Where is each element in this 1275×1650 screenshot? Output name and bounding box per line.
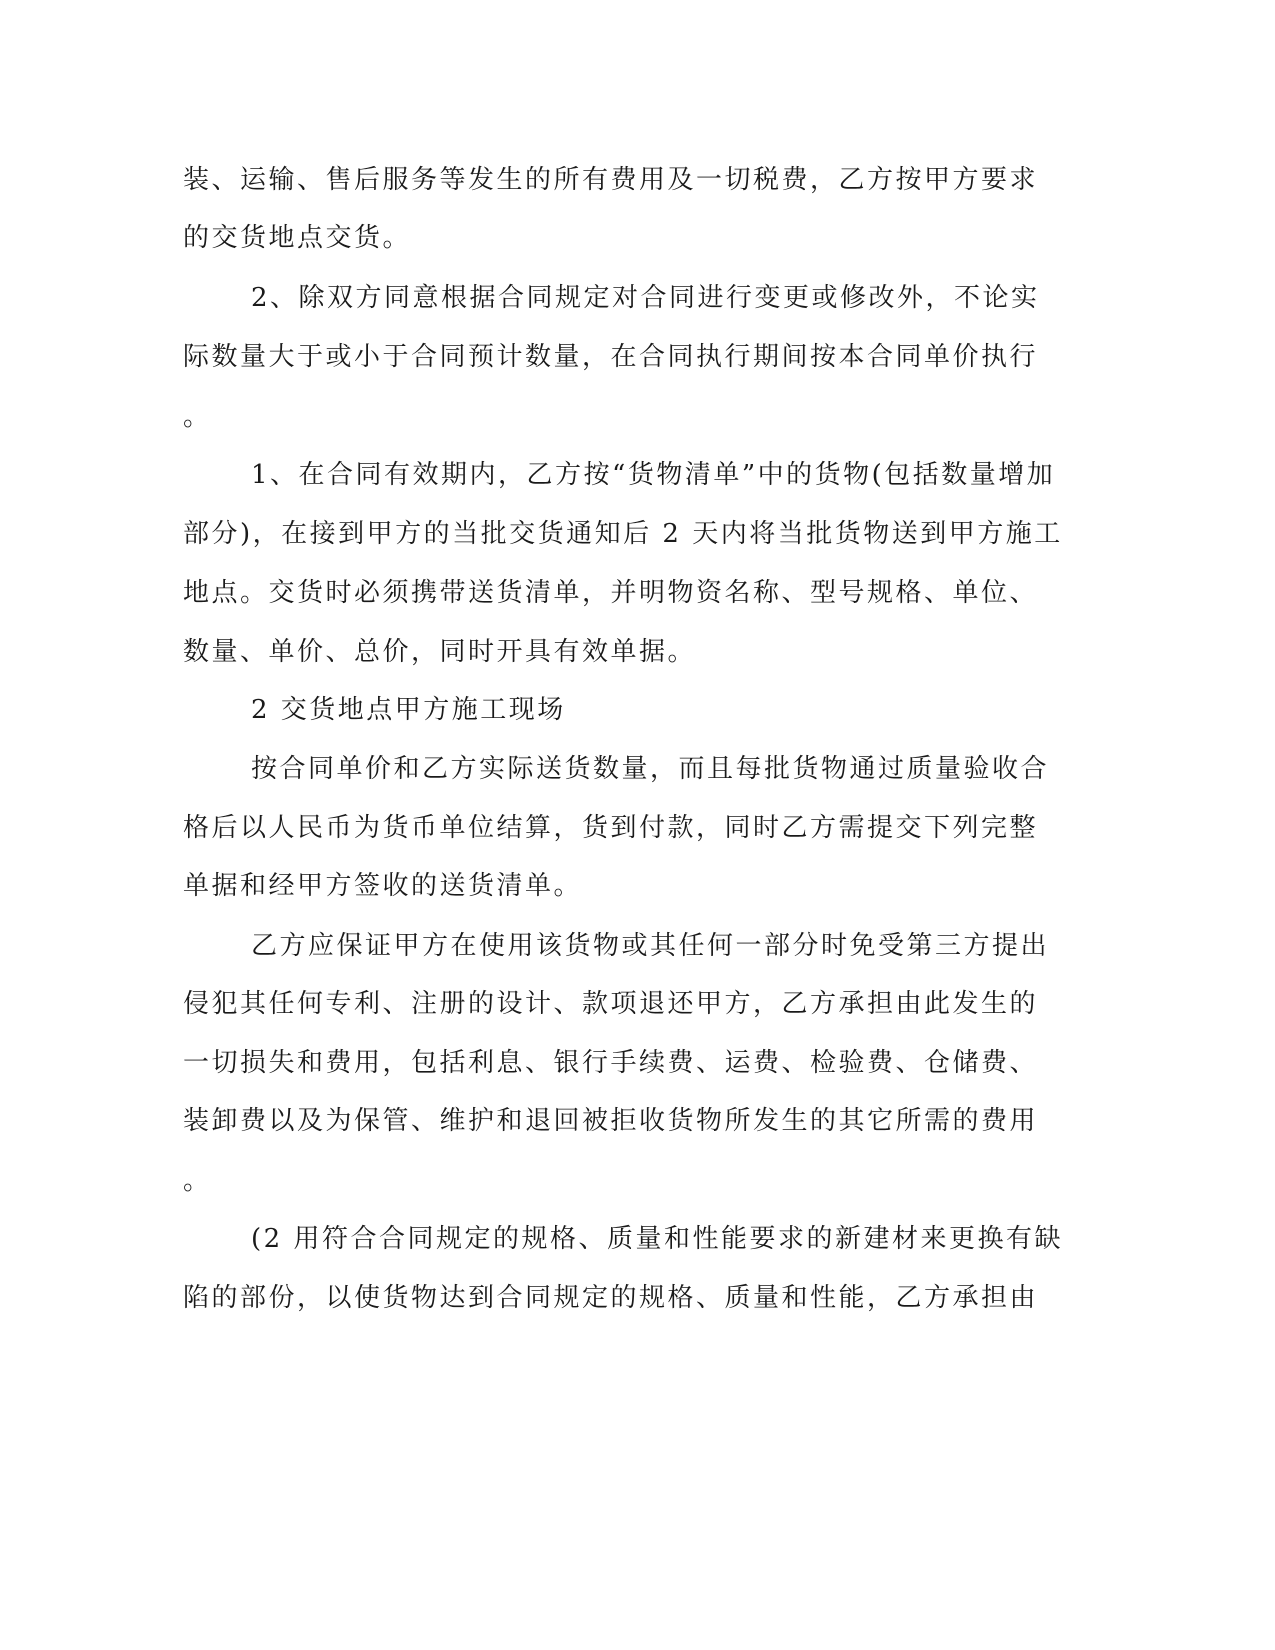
text-line: 。	[183, 1166, 212, 1196]
text-line: 一切损失和费用，包括利息、银行手续费、运费、检验费、仓储费、	[183, 1048, 1039, 1078]
text-line: 乙方应保证甲方在使用该货物或其任何一部分时免受第三方提出	[251, 931, 1050, 961]
text-line: 数量、单价、总价，同时开具有效单据。	[183, 637, 697, 667]
text-line: 的交货地点交货。	[183, 223, 412, 253]
text-line: 2、除双方同意根据合同规定对合同进行变更或修改外，不论实	[251, 283, 1040, 313]
text-line: (2 用符合合同规定的规格、质量和性能要求的新建材来更换有缺	[251, 1224, 1063, 1254]
text-line: 格后以人民币为货币单位结算，货到付款，同时乙方需提交下列完整	[183, 813, 1039, 843]
text-line: 装、运输、售后服务等发生的所有费用及一切税费，乙方按甲方要求	[183, 165, 1039, 195]
text-line: 。	[183, 402, 212, 432]
text-line: 单据和经甲方签收的送货清单。	[183, 871, 583, 901]
text-line: 地点。交货时必须携带送货清单，并明物资名称、型号规格、单位、	[183, 578, 1039, 608]
text-line: 侵犯其任何专利、注册的设计、款项退还甲方，乙方承担由此发生的	[183, 989, 1039, 1019]
text-line: 陷的部份，以使货物达到合同规定的规格、质量和性能，乙方承担由	[183, 1283, 1039, 1313]
text-line: 1、在合同有效期内，乙方按“货物清单”中的货物(包括数量增加	[251, 460, 1056, 490]
text-line: 部分)，在接到甲方的当批交货通知后 2 天内将当批货物送到甲方施工	[183, 519, 1063, 549]
text-line: 际数量大于或小于合同预计数量，在合同执行期间按本合同单价执行	[183, 342, 1039, 372]
text-line: 装卸费以及为保管、维护和退回被拒收货物所发生的其它所需的费用	[183, 1106, 1039, 1136]
text-line: 2 交货地点甲方施工现场	[251, 695, 566, 725]
text-line: 按合同单价和乙方实际送货数量，而且每批货物通过质量验收合	[251, 754, 1050, 784]
